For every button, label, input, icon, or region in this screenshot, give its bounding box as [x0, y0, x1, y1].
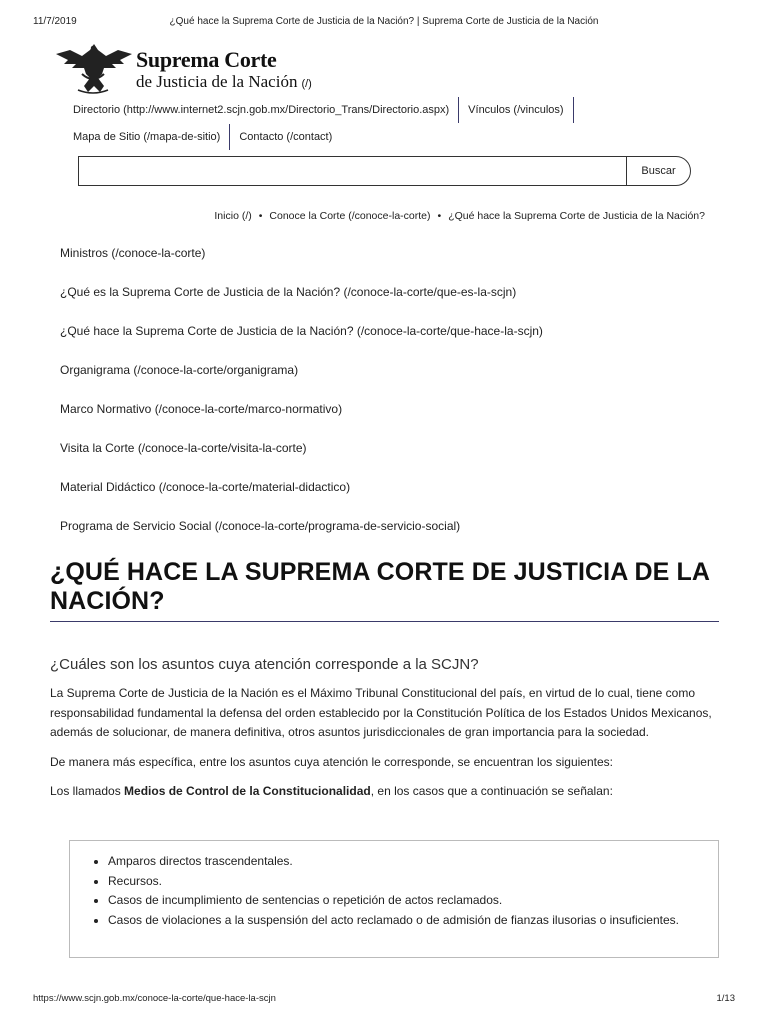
title-divider — [50, 621, 719, 622]
paragraph-specific: De manera más específica, entre los asuntos cuya atención le corresponde, se encuentran los siguientes: — [50, 754, 613, 769]
breadcrumb-separator: • — [437, 210, 442, 222]
nav-link-contacto[interactable]: Contacto (/contact) — [239, 131, 333, 143]
breadcrumb-item-conoce-la-corte[interactable]: Conoce la Corte (/conoce-la-corte) — [269, 210, 431, 222]
print-page-number: 1/13 — [716, 993, 735, 1004]
paragraph-intro: La Suprema Corte de Justicia de la Nación es el Máximo Tribunal Constitucional del país, en virtud de lo cual, tiene como responsabilidad fundamental la defensa del orden establecido por la Constitución Política de los Estados Unidos Mexicanos, además de solucionar, de manera definitiva, otros asuntos jurisdiccionales de gran importancia para la sociedad. — [50, 686, 712, 739]
home-link[interactable]: (/) — [301, 78, 312, 90]
menu-item-marco-normativo[interactable]: Marco Normativo (/conoce-la-corte/marco-normativo) — [60, 402, 343, 416]
top-nav-row-2 — [64, 124, 341, 150]
print-url: https://www.scjn.gob.mx/conoce-la-corte/que-hace-la-scjn — [33, 993, 276, 1004]
list-item: • Casos de incumplimiento de sentencias o repetición de actos reclamados. — [108, 891, 718, 911]
nav-link-directorio[interactable]: Directorio (http://www.internet2.scjn.gob.mx/Directorio_Trans/Directorio.aspx) — [73, 104, 450, 116]
search-button[interactable]: Buscar — [626, 156, 691, 186]
paragraph-medios-post: , en los casos que a continuación se señalan: — [370, 784, 613, 798]
nav-link-vinculos[interactable]: Vínculos (/vinculos) — [468, 104, 564, 116]
logo-line-1: Suprema Corte — [136, 47, 277, 72]
menu-item-material[interactable]: Material Didáctico (/conoce-la-corte/material-didactico) — [60, 480, 351, 494]
menu-item-organigrama[interactable]: Organigrama (/conoce-la-corte/organigrama) — [60, 363, 299, 377]
menu-item-visita[interactable]: Visita la Corte (/conoce-la-corte/visita-la-corte) — [60, 441, 307, 455]
print-date: 11/7/2019 — [33, 16, 77, 27]
logo-line-2: de Justicia de la Nación — [136, 72, 298, 91]
section-menu — [60, 244, 543, 556]
breadcrumb-item-current: ¿Qué hace la Suprema Corte de Justicia de la Nación? — [448, 210, 705, 222]
nav-link-mapa-de-sitio[interactable]: Mapa de Sitio (/mapa-de-sitio) — [73, 131, 221, 143]
cases-list-box — [69, 840, 719, 958]
eagle-emblem-icon — [52, 40, 134, 96]
menu-item-que-es[interactable]: ¿Qué es la Suprema Corte de Justicia de la Nación? (/conoce-la-corte/que-es-la-scjn) — [60, 285, 517, 299]
menu-item-servicio-social[interactable]: Programa de Servicio Social (/conoce-la-corte/programa-de-servicio-social) — [60, 519, 461, 533]
top-nav-row-1 — [64, 97, 574, 123]
breadcrumb-separator: • — [258, 210, 263, 222]
print-page-title: ¿Qué hace la Suprema Corte de Justicia de la Nación? | Suprema Corte de Justicia de la Nación — [169, 16, 599, 27]
menu-item-ministros[interactable]: Ministros (/conoce-la-corte) — [60, 246, 206, 260]
breadcrumb — [214, 210, 705, 222]
nav-divider — [573, 97, 574, 123]
main-content — [50, 656, 722, 812]
breadcrumb-item-inicio[interactable]: Inicio (/) — [214, 210, 252, 222]
page-title: ¿QUÉ HACE LA SUPREMA CORTE DE JUSTICIA DE LA NACIÓN? — [50, 558, 710, 615]
search-input[interactable] — [78, 156, 626, 186]
search-form — [78, 156, 691, 186]
paragraph-medios — [50, 782, 722, 802]
section-subtitle: ¿Cuáles son los asuntos cuya atención corresponde a la SCJN? — [50, 656, 479, 673]
list-item: • Recursos. — [108, 872, 718, 892]
cases-list — [108, 852, 718, 930]
paragraph-medios-pre: Los llamados — [50, 784, 125, 798]
list-item: • Amparos directos trascendentales. — [108, 852, 718, 872]
menu-item-que-hace[interactable]: ¿Qué hace la Suprema Corte de Justicia de la Nación? (/conoce-la-corte/que-hace-la-scjn) — [60, 324, 543, 338]
paragraph-medios-bold: Medios de Control de la Constitucionalidad — [124, 784, 371, 798]
site-logo[interactable] — [52, 40, 312, 96]
list-item: • Casos de violaciones a la suspensión del acto reclamado o de admisión de fianzas ilusorias o insuficientes. — [108, 911, 718, 931]
